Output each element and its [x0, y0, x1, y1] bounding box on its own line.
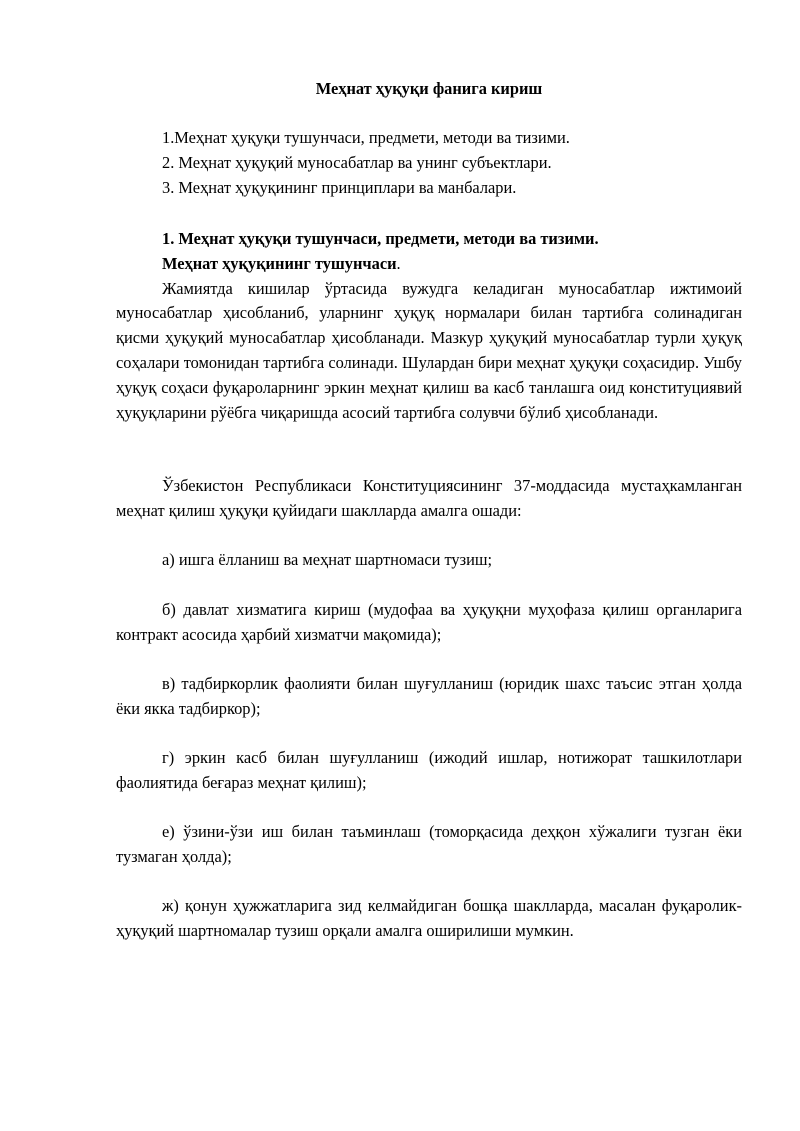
table-of-contents	[162, 126, 570, 200]
paragraph-intro: Жамиятда кишилар ўртасида вужудга келадиган муносабатлар ижтимоий муносабатлар ҳисобланиб, уларнинг ҳуқуқ нормалари билан тартибга солинадиган қисми ҳуқуқий муносабатлар ҳисобланади. Мазкур ҳуқуқий муносабатлар турли ҳуқуқ соҳалари томонидан тартибга солинади. Шулардан бири меҳнат ҳуқуқи соҳасидир. Ушбу ҳуқуқ соҳаси фуқароларнинг эркин меҳнат қилиш ва касб танлашга оид конституциявий ҳуқуқларини рўёбга чиқаришда асосий тартибга солувчи бўлиб ҳисобланади.	[116, 278, 742, 422]
section-heading: 1. Меҳнат ҳуқуқи тушунчаси, предмети, методи ва тизими.	[162, 229, 599, 248]
list-item-zh: ж) қонун ҳужжатларига зид келмайдиган бошқа шаклларда, масалан фуқаролик-ҳуқуқий шартномалар тузиш орқали амалга оширилиши мумкин.	[116, 896, 742, 940]
list-item-b: б) давлат хизматига кириш (мудофаа ва ҳуқуқни муҳофаза қилиш органларига контракт асосида ҳарбий хизматчи мақомида);	[116, 600, 742, 644]
subheading	[162, 252, 401, 277]
toc-item-3: 3. Меҳнат ҳуқуқининг принциплари ва манбалари.	[162, 177, 517, 197]
document-page	[116, 0, 742, 1131]
subheading-punct: .	[396, 253, 401, 273]
paragraph-constitution: Ўзбекистон Республикаси Конституциясининг 37-моддасида мустаҳкамланган меҳнат қилиш ҳуқуқи қуйидаги шаклларда амалга ошади:	[116, 476, 742, 520]
subheading-text: Меҳнат ҳуқуқининг тушунчаси	[162, 253, 397, 273]
list-item-a: а) ишга ёлланиш ва меҳнат шартномаси тузиш;	[162, 550, 493, 569]
document-title: Меҳнат ҳуқуқи фанига кириш	[315, 79, 543, 98]
list-item-e: е) ўзини-ўзи иш билан таъминлаш (томорқасида деҳқон хўжалиги тузган ёки тузмаган ҳолда);	[116, 822, 742, 866]
toc-item-1: 1.Меҳнат ҳуқуқи тушунчаси, предмети, методи ва тизими.	[162, 128, 570, 147]
toc-item-2: 2. Меҳнат ҳуқуқий муносабатлар ва унинг субъектлари.	[162, 152, 552, 172]
list-item-g: г) эркин касб билан шуғулланиш (ижодий ишлар, нотижорат ташкилотлари фаолиятида беғараз меҳнат қилиш);	[116, 748, 742, 792]
list-item-v: в) тадбиркорлик фаолияти билан шуғулланиш (юридик шахс таъсис этган ҳолда ёки якка тадбиркор);	[116, 674, 742, 718]
